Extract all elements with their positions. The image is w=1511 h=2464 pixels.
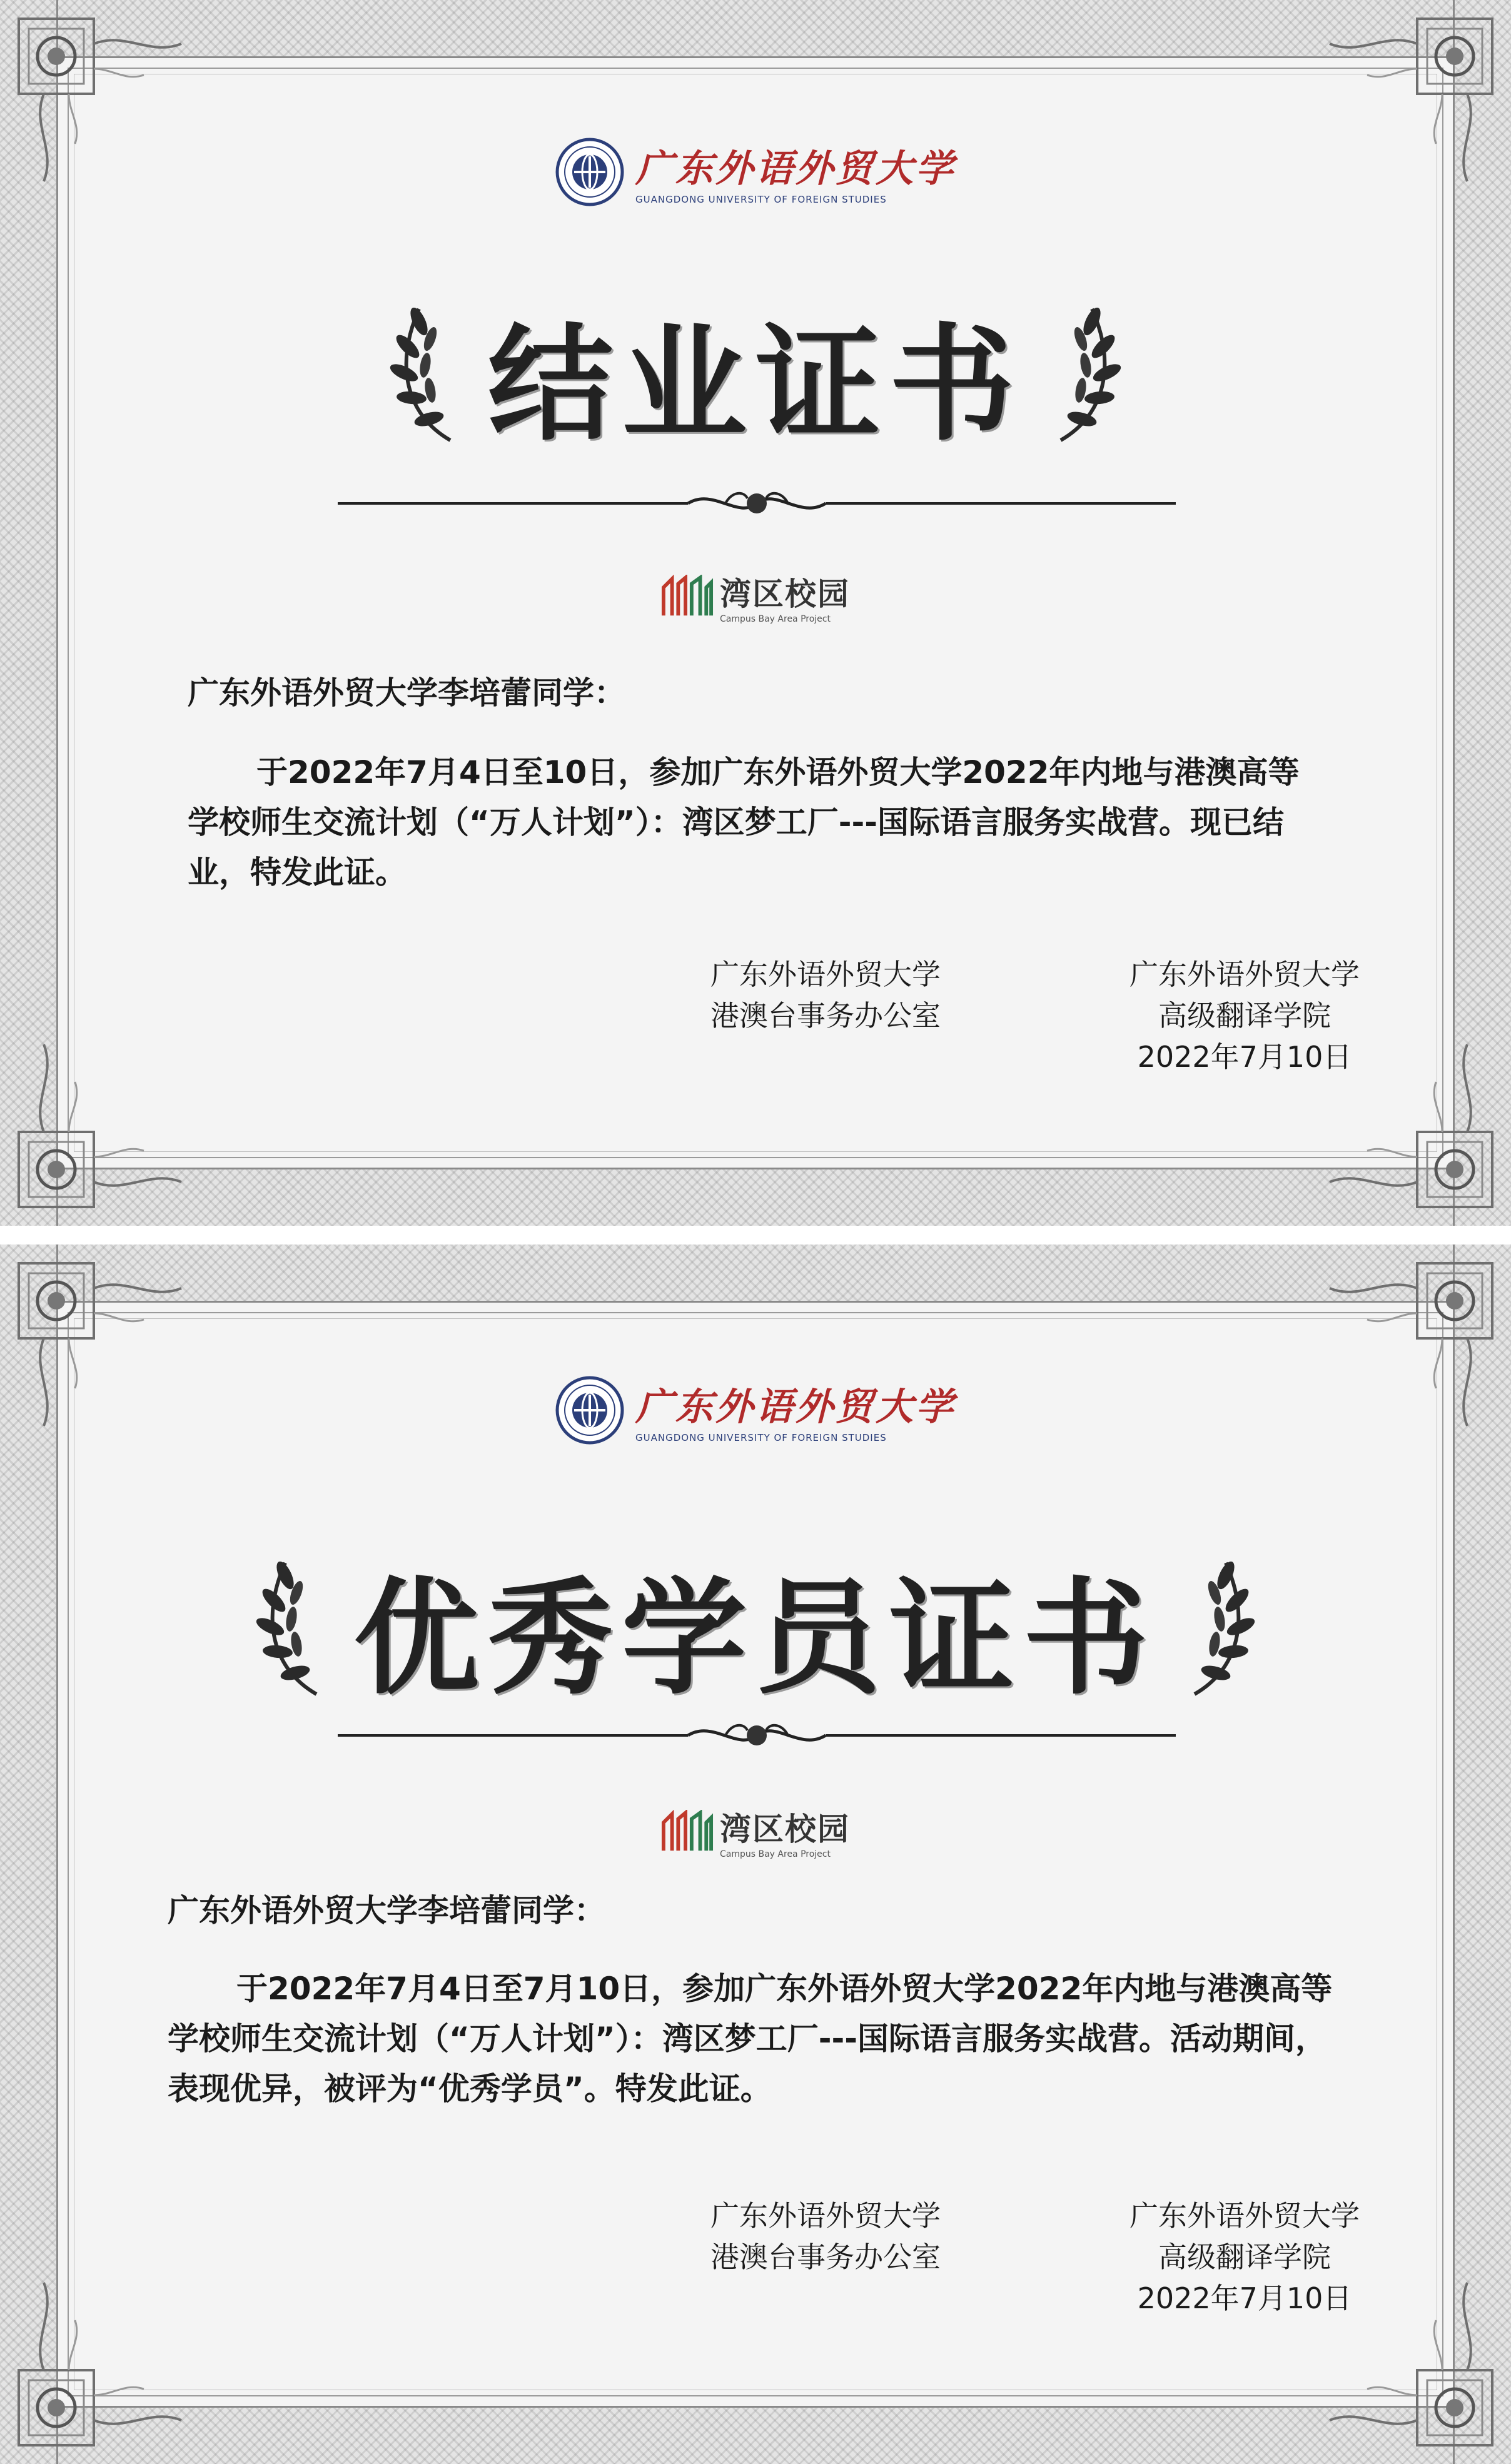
certificate-title: 优秀学员证书 <box>353 1565 1157 1712</box>
university-emblem-icon <box>555 138 624 206</box>
laurel-left-icon <box>382 303 463 447</box>
issuer-right <box>1069 2195 1420 2319</box>
issuer-right-line2: 高级翻译学院 <box>1158 999 1331 1033</box>
border-bottom <box>0 2406 1511 2464</box>
laurel-left-icon <box>248 1557 329 1700</box>
university-header <box>0 138 1511 206</box>
laurel-right-icon <box>1048 303 1129 447</box>
border-top <box>0 1245 1511 1303</box>
issuer-right-line2: 高级翻译学院 <box>1158 2240 1331 2274</box>
certificate-title: 结业证书 <box>487 311 1023 458</box>
border-corner-icon <box>6 1032 194 1219</box>
certificate-body: 于2022年7月4日至10日，参加广东外语外贸大学2022年内地与港澳高等学校师生交流计划（“万人计划”）：湾区梦工厂---国际语言服务实战营。现已结业，特发此证。 <box>188 754 1300 891</box>
campus-bay-mark-icon <box>661 575 714 619</box>
program-logo-subtitle: Campus Bay Area Project <box>720 1849 831 1859</box>
issuer-left-line2: 港澳台事务办公室 <box>710 999 941 1033</box>
issuer-left-line2: 港澳台事务办公室 <box>710 2240 941 2274</box>
issuer-right-line1: 广东外语外贸大学 <box>1129 957 1360 991</box>
university-name: 广东外语外贸大学 <box>635 1385 956 1429</box>
program-logo-subtitle: Campus Bay Area Project <box>720 614 831 624</box>
completion-certificate <box>0 0 1511 1226</box>
issuer-right <box>1069 954 1420 1078</box>
title-row <box>0 285 1511 464</box>
border-top <box>0 0 1511 58</box>
title-row <box>0 1538 1511 1718</box>
salutation: 广东外语外贸大学李培蕾同学： <box>188 675 625 711</box>
ornament-divider-icon <box>338 485 1176 522</box>
program-logo-name: 湾区校园 <box>720 575 850 612</box>
outstanding-student-certificate <box>0 1245 1511 2464</box>
salutation: 广东外语外贸大学李培蕾同学： <box>168 1892 605 1929</box>
issuer-left <box>650 954 1001 1036</box>
university-header <box>0 1376 1511 1445</box>
university-name-english: GUANGDONG UNIVERSITY OF FOREIGN STUDIES <box>635 194 887 205</box>
university-name: 广东外语外贸大学 <box>635 147 956 191</box>
issuer-right-line1: 广东外语外贸大学 <box>1129 2199 1360 2233</box>
ornament-divider-icon <box>338 1717 1176 1754</box>
campus-bay-mark-icon <box>661 1810 714 1854</box>
laurel-right-icon <box>1182 1557 1263 1700</box>
issuer-left-line1: 广东外语外贸大学 <box>710 957 941 991</box>
program-logo-name: 湾区校园 <box>720 1810 850 1847</box>
border-bottom <box>0 1168 1511 1226</box>
issue-date: 2022年7月10日 <box>1137 2281 1352 2315</box>
university-emblem-icon <box>555 1376 624 1445</box>
campus-bay-logo <box>0 1804 1511 1859</box>
issue-date: 2022年7月10日 <box>1137 1040 1352 1074</box>
certificate-body: 于2022年7月4日至7月10日，参加广东外语外贸大学2022年内地与港澳高等学校师生交流计划（“万人计划”）：湾区梦工厂---国际语言服务实战营。活动期间，表现优异，被评为“优秀学员”。特发此证。 <box>168 1971 1333 2107</box>
campus-bay-logo <box>0 569 1511 624</box>
issuer-left <box>650 2195 1001 2278</box>
issuer-left-line1: 广东外语外贸大学 <box>710 2199 941 2233</box>
border-corner-icon <box>6 2270 194 2458</box>
university-name-english: GUANGDONG UNIVERSITY OF FOREIGN STUDIES <box>635 1432 887 1443</box>
